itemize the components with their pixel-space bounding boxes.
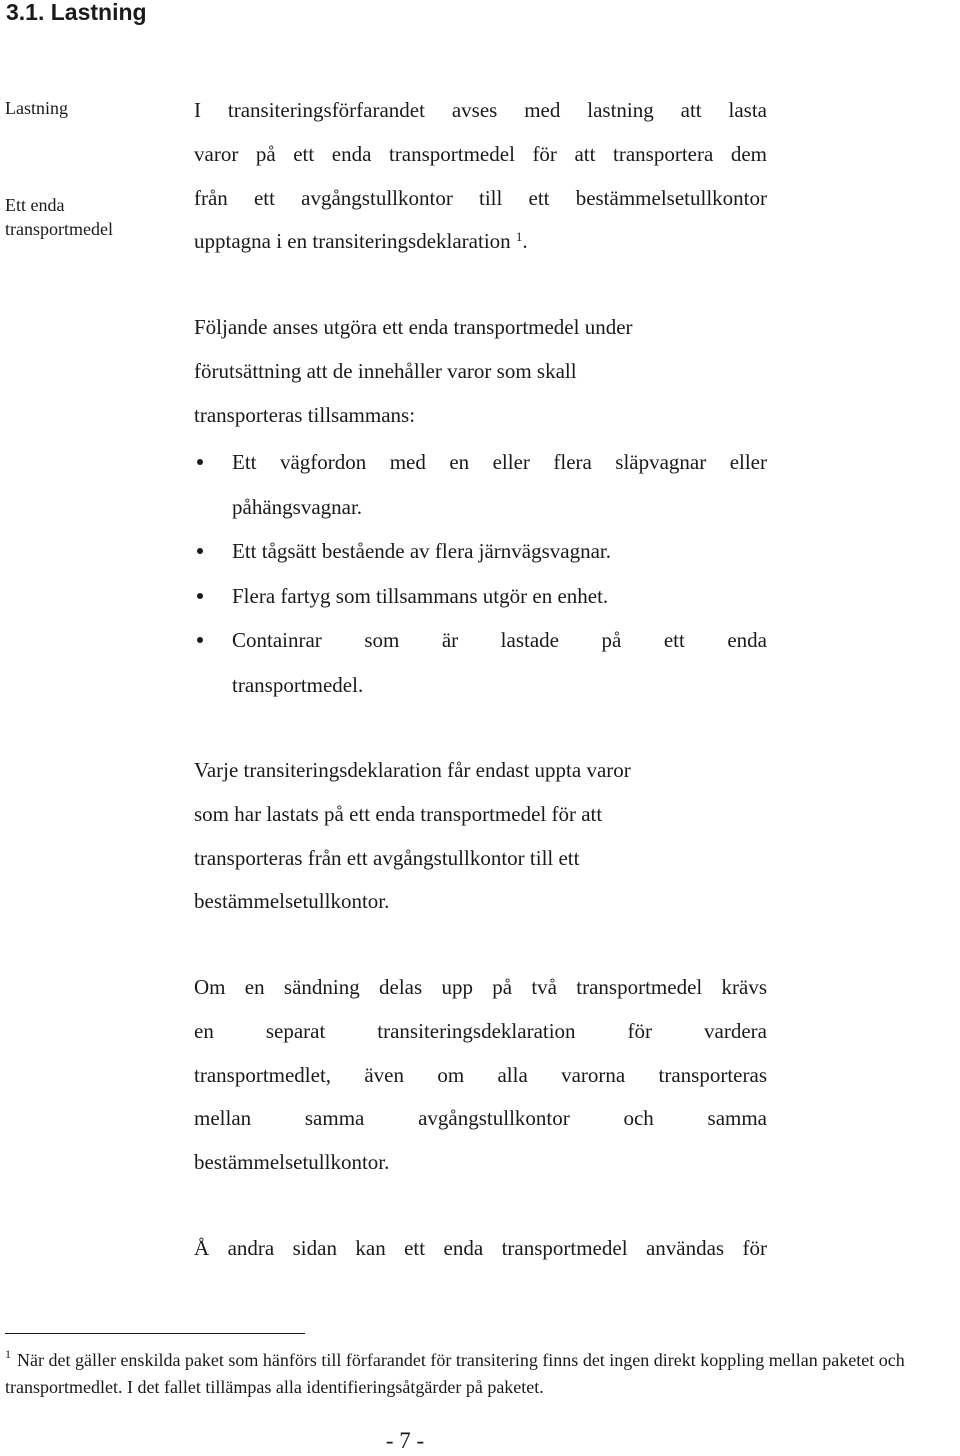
- text-line: en separat transiteringsdeklaration för vardera: [194, 1018, 767, 1043]
- section-heading: 3.1. Lastning: [6, 0, 147, 25]
- list-item: [194, 618, 767, 707]
- footnote-separator: [5, 1333, 305, 1334]
- list-item: [194, 529, 767, 574]
- text-line: I transiteringsförfarandet avses med lastning att lasta: [194, 98, 767, 122]
- list-item: [194, 440, 767, 529]
- margin-note-ett-enda-transportmedel: Ett enda transportmedel: [5, 195, 113, 239]
- list-item: [194, 574, 767, 619]
- text-line-content: upptagna i en transiteringsdeklaration: [194, 229, 511, 254]
- footnote-number: 1: [5, 1347, 11, 1361]
- text-line: Varje transiteringsdeklaration får endast uppta varor: [194, 758, 631, 782]
- text-line: varor på ett enda transportmedel för att transportera dem: [194, 141, 767, 166]
- paragraph-definition: [194, 89, 767, 264]
- text-line: transportmedlet, även om alla varorna transporteras: [194, 1062, 767, 1087]
- bullet-icon: [197, 548, 203, 554]
- sentence-end: .: [522, 229, 528, 254]
- paragraph-declaration-scope: [194, 749, 767, 924]
- text-line: Ett vägfordon med en eller flera släpvagnar eller: [232, 450, 767, 474]
- text-line: transporteras tillsammans:: [194, 402, 416, 427]
- footnote-reference[interactable]: 1: [515, 229, 523, 245]
- text-line: mellan samma avgångstullkontor och samma: [194, 1106, 767, 1131]
- text-line: bestämmelsetullkontor.: [194, 889, 390, 914]
- footnote: [5, 1347, 960, 1401]
- text-line: Containrar som är lastade på ett enda: [232, 628, 767, 652]
- text-line: påhängsvagnar.: [232, 494, 363, 519]
- text-line: Ett tågsätt bestående av flera järnvägsvagnar.: [232, 539, 612, 563]
- bullet-icon: [197, 459, 203, 465]
- margin-note-lastning: Lastning: [5, 98, 68, 118]
- text-line: Om en sändning delas upp på två transportmedel krävs: [194, 975, 767, 999]
- text-line: förutsättning att de innehåller varor som skall: [194, 358, 577, 383]
- text-line: Följande anses utgöra ett enda transportmedel under: [194, 315, 633, 339]
- page-number: - 7 -: [385, 1428, 425, 1453]
- paragraph-continuation: [194, 1227, 767, 1271]
- footnote-text: När det gäller enskilda paket som hänförs till förfarandet för transitering finns det ingen direkt koppling mellan paketet och transportmedlet. I det fallet tillämpas alla identifieringsåtgärder på paketet.: [5, 1350, 905, 1397]
- paragraph-conditions: [194, 306, 767, 437]
- text-line: Å andra sidan kan ett enda transportmedel användas för: [194, 1236, 767, 1260]
- text-line: Flera fartyg som tillsammans utgör en enhet.: [232, 583, 609, 608]
- paragraph-split-shipment: [194, 966, 767, 1185]
- text-line: transporteras från ett avgångstullkontor till ett: [194, 845, 580, 870]
- text-line: [194, 220, 767, 264]
- text-line: som har lastats på ett enda transportmedel för att: [194, 801, 603, 826]
- text-line: transportmedel.: [232, 672, 364, 697]
- bullet-icon: [197, 637, 203, 643]
- text-line: från ett avgångstullkontor till ett bestämmelsetullkontor: [194, 185, 767, 210]
- bullet-icon: [197, 593, 203, 599]
- text-line: bestämmelsetullkontor.: [194, 1150, 390, 1175]
- transport-means-list: [194, 440, 767, 707]
